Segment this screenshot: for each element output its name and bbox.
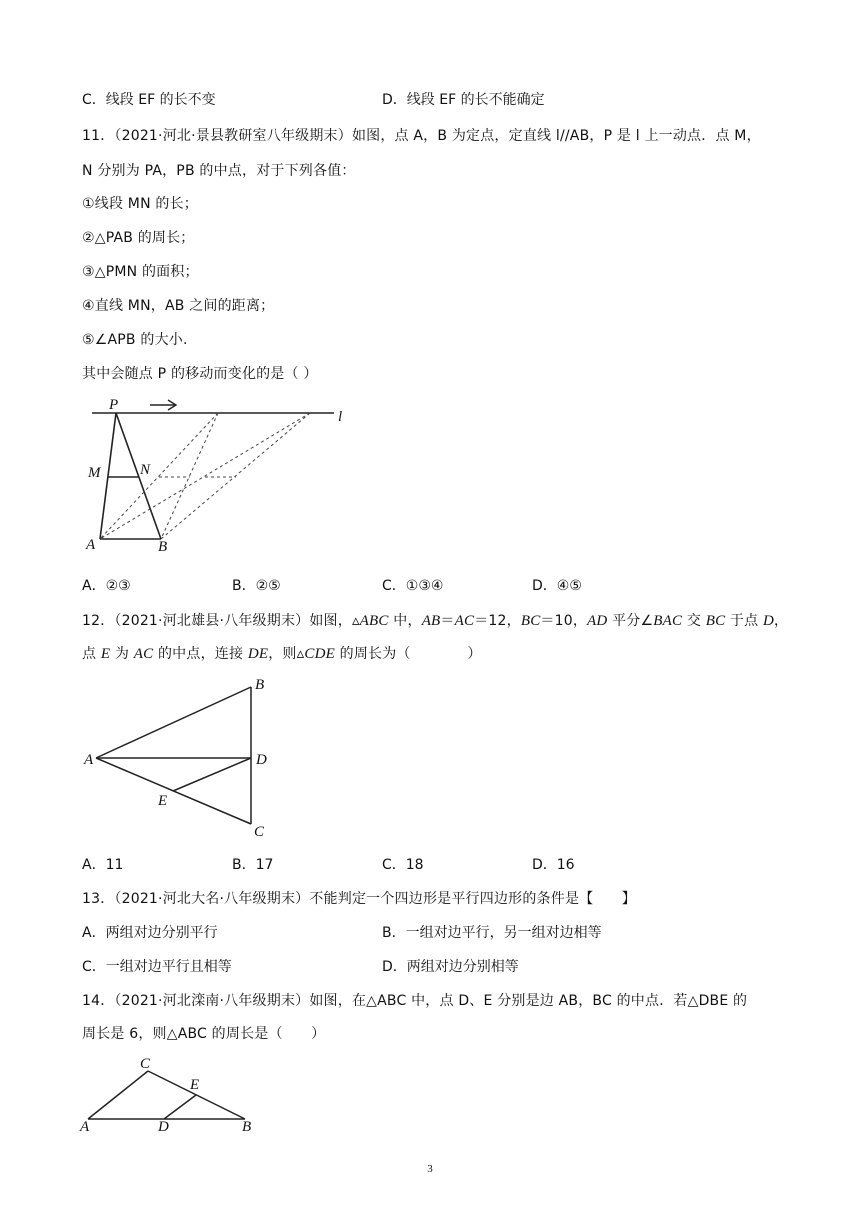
q11-label-m: M bbox=[88, 465, 101, 481]
q11-item-2: ②△PAB 的周长； bbox=[82, 230, 195, 246]
q12-label-a: A bbox=[84, 752, 94, 768]
q12-stem-line1: 12．（2021·河北雄县·八年级期末）如图，▵ABC 中，AB＝AC＝12，BC＝10，AD 平分∠BAC 交 BC 于点 D， bbox=[82, 613, 789, 629]
q11-option-d: D．④⑤ bbox=[532, 578, 582, 594]
q11-question: 其中会随点 P 的移动而变化的是（ ） bbox=[82, 366, 318, 382]
q13-stem: 13．（2021·河北大名·八年级期末）不能判定一个四边形是平行四边形的条件是【 】 bbox=[82, 891, 636, 907]
q14-stem-line1: 14．（2021·河北滦南·八年级期末）如图，在△ABC 中，点 D、E 分别是边 AB，BC 的中点．若△DBE 的 bbox=[82, 993, 748, 1009]
q11-label-n: N bbox=[140, 462, 151, 478]
page-number: 3 bbox=[427, 1163, 433, 1175]
q11-item-4: ④直线 MN，AB 之间的距离； bbox=[82, 298, 275, 314]
q11-option-b: B．②⑤ bbox=[232, 578, 281, 594]
q11-item-5: ⑤∠APB 的大小. bbox=[82, 332, 188, 348]
q11-stem-line1: 11．（2021·河北·景县教研室八年级期末）如图，点 A，B 为定点，定直线 l//AB，P 是 l 上一动点．点 M， bbox=[82, 128, 761, 144]
q13-option-c: C．一组对边平行且相等 bbox=[82, 959, 232, 975]
q10-option-d: D．线段 EF 的长不能确定 bbox=[382, 92, 545, 108]
q11-label-b: B bbox=[158, 539, 168, 555]
q14-label-b: B bbox=[242, 1119, 252, 1135]
q11-option-c: C．①③④ bbox=[382, 578, 444, 594]
q11-label-a: A bbox=[86, 537, 96, 553]
q12-label-c: C bbox=[254, 824, 265, 840]
q14-stem-line2: 周长是 6，则△ABC 的周长是（ ） bbox=[82, 1026, 326, 1042]
q12-option-b: B．17 bbox=[232, 857, 274, 873]
q14-label-c: C bbox=[140, 1056, 151, 1072]
q10-option-c: C．线段 EF 的长不变 bbox=[82, 92, 216, 108]
q14-label-e: E bbox=[190, 1077, 200, 1093]
q12-stem-line2: 点 E 为 AC 的中点，连接 DE，则▵CDE 的周长为（ ） bbox=[82, 646, 482, 662]
q13-option-a: A．两组对边分别平行 bbox=[82, 925, 218, 941]
q11-label-p: P bbox=[109, 397, 119, 413]
q12-label-b: B bbox=[255, 677, 265, 693]
q11-label-l: l bbox=[338, 409, 343, 425]
q11-option-a: A．②③ bbox=[82, 578, 131, 594]
q12-option-c: C．18 bbox=[382, 857, 424, 873]
q14-label-d: D bbox=[158, 1119, 169, 1135]
q11-item-1: ①线段 MN 的长； bbox=[82, 196, 199, 212]
q13-option-b: B．一组对边平行，另一组对边相等 bbox=[382, 925, 602, 941]
q12-label-d: D bbox=[256, 752, 267, 768]
q14-label-a: A bbox=[80, 1119, 90, 1135]
q12-label-e: E bbox=[158, 793, 168, 809]
q12-option-a: A．11 bbox=[82, 857, 124, 873]
q11-stem-line2: N 分别为 PA，PB 的中点，对于下列各值： bbox=[82, 163, 356, 179]
q11-figure bbox=[80, 393, 360, 558]
q12-figure bbox=[80, 672, 280, 842]
q14-figure bbox=[78, 1055, 268, 1135]
q12-option-d: D．16 bbox=[532, 857, 575, 873]
q13-option-d: D．两组对边分别相等 bbox=[382, 959, 519, 975]
q11-item-3: ③△PMN 的面积； bbox=[82, 264, 199, 280]
